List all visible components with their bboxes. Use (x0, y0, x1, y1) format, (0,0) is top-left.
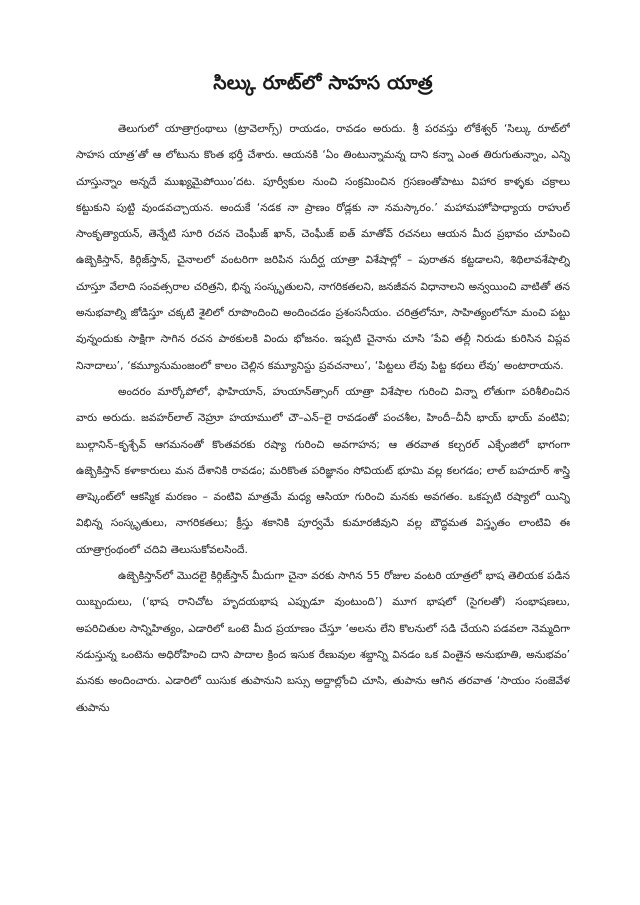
paragraph-2: అందరం మార్కోపోలో, ఫాహియాన్, హుయాన్‌త్సాంగ్ యాత్రా విశేషాల గురించి విన్నా లోతుగా పరిశీలించిన వారు అరుదు. జవహర్‌లాల్ నెహ్రూ హయాములో చౌ–ఎన్–లై రావడంతో పంచశీల, హిందీ–చీనీ భాయ్ భాయ్ వంటివి; బుల్గానిన్–కృశ్చేవ్ ఆగమనంతో కొంతవరకు రష్యా గురించి అవగాహన; ఆ తరవాత కల్చరల్ ఎక్ఛేంజిలో భాగంగా ఉజ్బెకిస్తాన్ కళాకారులు మన దేశానికి రావడం; మరికొంత పరిజ్ఞానం సోవియట్ భూమి వల్ల కలగడం; లాల్ బహదూర్ శాస్త్రి తాష్కెంట్‌లో ఆకస్మిక మరణం – వంటివి మాత్రమే మధ్య ఆసియా గురించి మనకు అవగతం. ఒకప్పటి రష్యాలో యిన్ని విభిన్న సంస్కృతులు, నాగరికతలు; క్రీస్తు శకానికి పూర్వమే కుమారజీవుని వల్ల బౌద్ధమత విస్తృతం లాంటివి ఈ యాత్రాగ్రంథంలో చదివి తెలుసుకోవలసిందే. (76, 385, 570, 556)
document-title: సిల్కు రూట్‌లో సాహస యాత్ర (213, 72, 433, 94)
paragraph-1: తెలుగులో యాత్రాగ్రంథాలు (ట్రావెలాగ్స్) రాయడం, రావడం అరుదు. శ్రీ పరవస్తు లోకేశ్వర్ ‘సిల్కు రూట్‌లో సాహస యాత్ర’తో ఆ లోటును కొంత భర్తీ చేశారు. ఆయనకి ‘ఏం తింటున్నామన్న దాని కన్నా ఎంత తిరుగుతున్నాం, ఎన్ని చూస్తున్నాం అన్నదే ముఖ్యమైపోయిం’దట. పూర్వీకుల నుంచి సంక్రమించిన గ్రసణంతోపాటు విహార కాళ్ళకు చక్రాలు కట్టుకుని పుట్టి వుండవచ్చాయన. అందుకే ‘నడక నా ప్రాణం రోడ్లకు నా నమస్కారం.’ మహామహోపాధ్యాయ రాహుల్ సాంకృత్యాయన్, తెన్నేటి సూరి రచన చెంఘీజ్ ఖాన్, చెంఘీజ్ ఐత్ మాతోవ్ రచనలు ఆయన మీద ప్రభావం చూపించి ఉజ్బెకిస్తాన్, కిర్గిజ్‌స్తాన్, చైనాలలో వంటరిగా జరిపిన సుదీర్ఘ యాత్రా విశేషాల్లో – పురాతన కట్టడాలని, శిథిలావశేషాల్ని చూస్తూ వేలాది సంవత్సరాల చరిత్రని, భిన్న సంస్కృతులని, నాగరికతలని, జనజీవన విధానాలని అన్వయించి వాటితో తన అనుభవాల్ని జోడిస్తూ చక్కటి శైలిలో రూపొందించి అందించడం ప్రశంసనీయం. చరిత్రలోనూ, సాహిత్యంలోనూ మంచి పట్టు వున్నందుకు సాక్షిగా సాగిన రచన పాఠకులకి విందు భోజనం. ఇప్పటి చైనాను చూసి ‘పేవి తల్లీ నిరుడు కురిసిన విప్లవ నినాదాలు’, ‘కమ్యూనుమంజంలో కాలం చెల్లిన కమ్యూనిస్టు ప్రవచనాలు’, ‘పిట్టలు లేవు పిట్ట కథలు లేవు’ అంటారాయన. (76, 123, 570, 372)
paragraph-3: ఉజ్బెకిస్తాన్‌లో మొదలై కిర్గిజ్‌స్తాన్ మీదుగా చైనా వరకు సాగిన 55 రోజుల వంటరి యాత్రలో భాష తెలియక పడిన యిబ్బందులు, (‘భాష రానిచోట హృదయభాష ఎప్పుడూ వుంటుంది’) మూగ భాషలో (సైగలతో) సంభాషణలు, అపరిచితుల సాన్నిహిత్యం, ఎడారిలో ఒంటె మీద ప్రయాణం చేస్తూ ‘అలను లేని కొలనులో సడి చేయని పడవలా నెమ్మదిగా నడుస్తున్న ఒంటెను అధిరోహించి దాని పాదాల క్రింద ఇసుక రేణువుల శబ్దాన్ని వినడం ఒక వింతైన అనుభూతి, అనుభవం’ మనకు అందించారు. ఎడారిలో యిసుక తుపానుని బస్సు అద్దాల్లోంచి చూసి, తుపాను ఆగిన తరవాత ‘సాయం సంజెవేళ తుపాను (76, 570, 570, 714)
document-page (76, 70, 570, 870)
